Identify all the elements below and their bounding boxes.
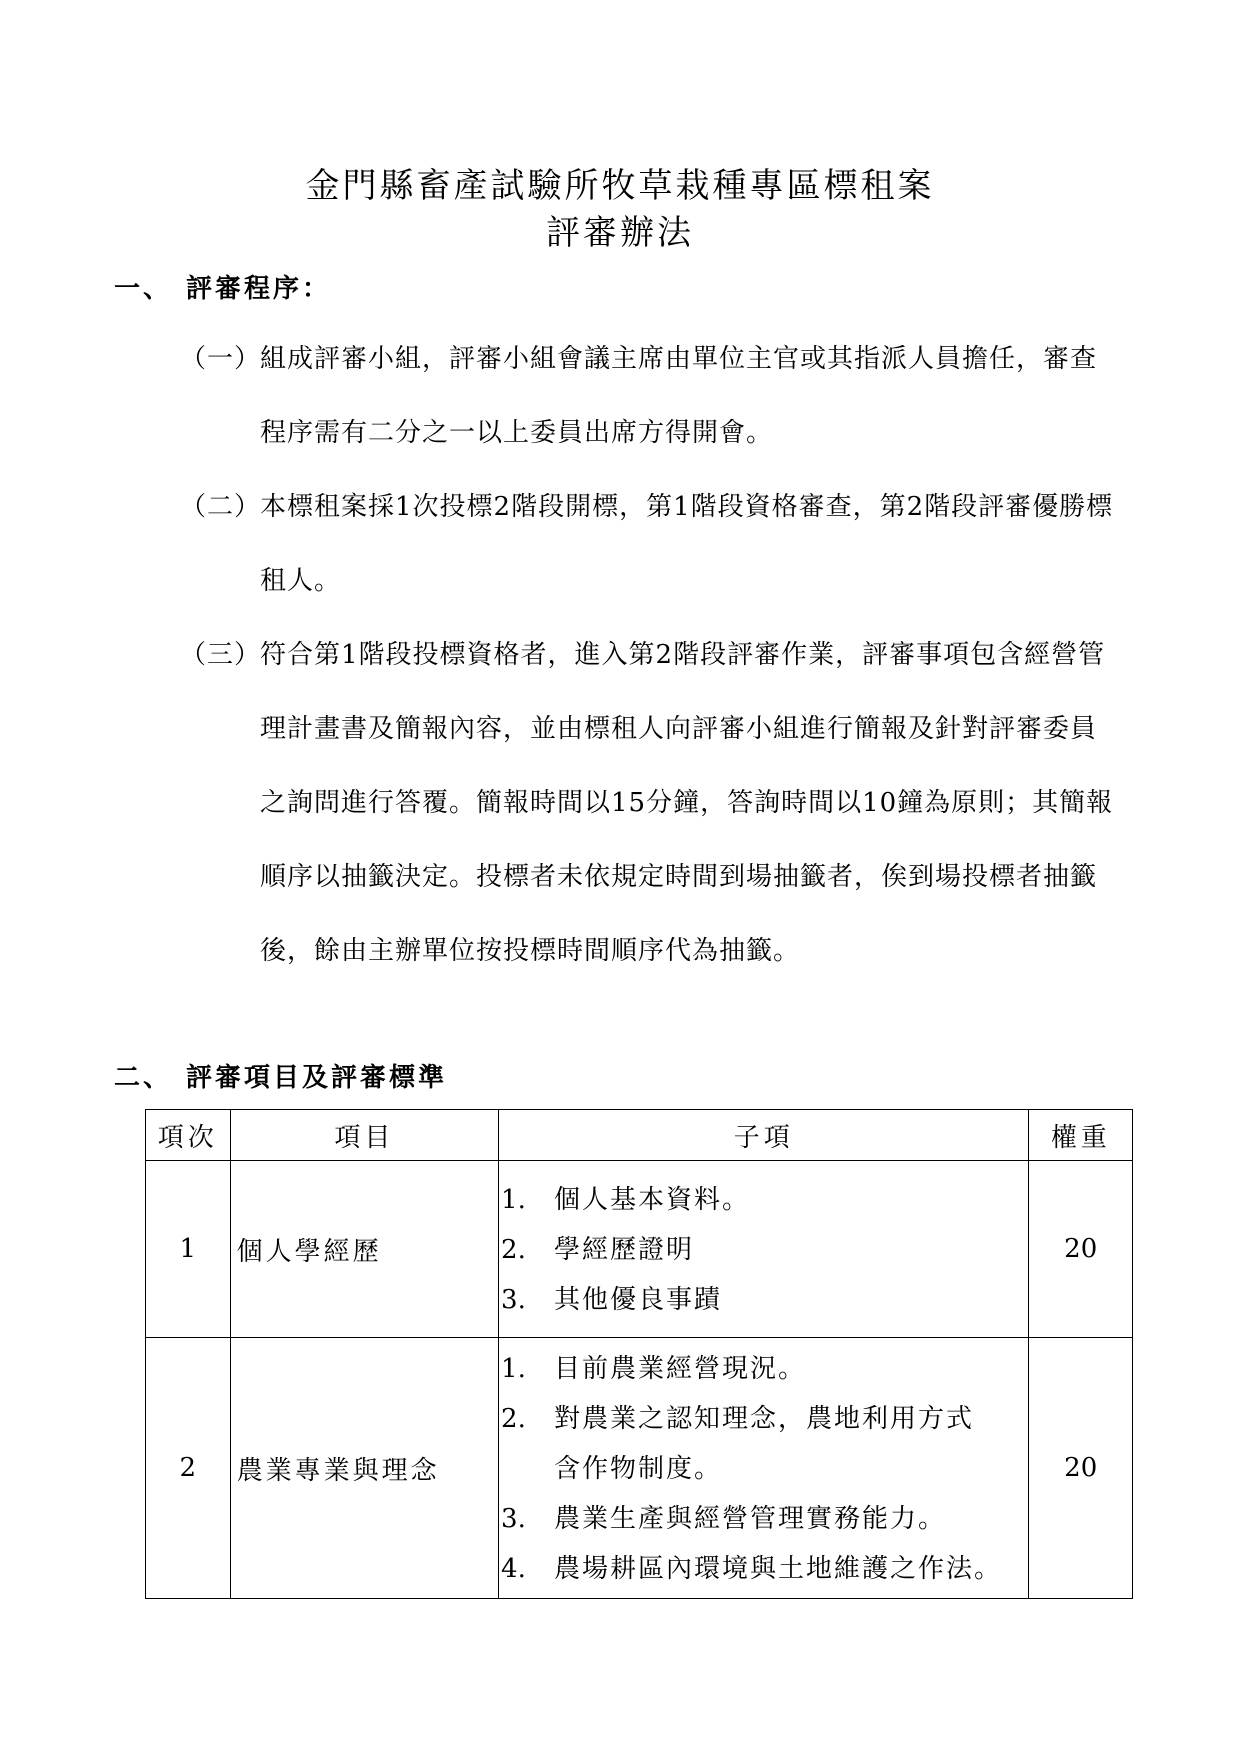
criteria-table [145, 1109, 1133, 1599]
section-number: 一、 [114, 274, 173, 304]
procedure-item [180, 322, 1120, 470]
item-marker: （三） [180, 640, 262, 670]
list-item [499, 1175, 1028, 1225]
row-weight: 20 [1029, 1338, 1133, 1599]
row-subitems [499, 1161, 1029, 1338]
row-subitems [499, 1338, 1029, 1599]
list-number: 3. [501, 1504, 526, 1534]
list-text: 農業生產與經營管理實務能力。 [554, 1504, 947, 1534]
header-subitems: 子項 [499, 1110, 1029, 1161]
row-weight: 20 [1029, 1161, 1133, 1338]
header-item: 項目 [230, 1110, 498, 1161]
list-item [499, 1225, 1028, 1275]
list-text: 農場耕區內環境與土地維護之作法。 [554, 1554, 1003, 1584]
procedure-item [180, 470, 1120, 618]
list-number: 1. [501, 1354, 526, 1384]
item-marker: （一） [180, 344, 262, 374]
table-header-row [146, 1110, 1133, 1161]
document-title: 金門縣畜產試驗所牧草栽種專區標租案 [305, 166, 935, 206]
list-item [499, 1394, 1028, 1494]
list-number: 2. [501, 1404, 526, 1434]
row-item: 個人學經歷 [230, 1161, 498, 1338]
list-number: 3. [501, 1285, 526, 1315]
section-heading-criteria [114, 1057, 447, 1094]
list-number: 2. [501, 1235, 526, 1265]
list-text: 對農業之認知理念，農地利用方式含作物制度。 [554, 1404, 975, 1484]
document-subtitle: 評審辦法 [546, 213, 694, 253]
section-number: 二、 [114, 1063, 173, 1093]
list-number: 4. [501, 1554, 526, 1584]
table-row [146, 1161, 1133, 1338]
item-marker: （二） [180, 492, 262, 522]
item-text: 符合第1階段投標資格者，進入第2階段評審作業，評審事項包含經營管理計畫書及簡報內容，並由標租人向評審小組進行簡報及針對評審委員之詢問進行答覆。簡報時間以15分鐘，答詢時間以10鐘為原則；其簡報順序以抽籤決定。投標者未依規定時間到場抽籤者，俟到場投標者抽籤後，餘由主辦單位按投標時間順序代為抽籤。 [260, 640, 1114, 966]
list-text: 學經歷證明 [554, 1235, 695, 1265]
header-no: 項次 [146, 1110, 231, 1161]
list-item [499, 1494, 1028, 1544]
item-text: 組成評審小組，評審小組會議主席由單位主官或其指派人員擔任，審查程序需有二分之一以上委員出席方得開會。 [260, 344, 1098, 448]
list-item [499, 1544, 1028, 1594]
list-number: 1. [501, 1185, 526, 1215]
table-row [146, 1338, 1133, 1599]
row-item: 農業專業與理念 [230, 1338, 498, 1599]
list-item [499, 1344, 1028, 1394]
row-no: 1 [146, 1161, 231, 1338]
item-text: 本標租案採1次投標2階段開標，第1階段資格審查，第2階段評審優勝標租人。 [260, 492, 1114, 596]
section-title: 評審程序： [186, 274, 332, 304]
header-weight: 權重 [1029, 1110, 1133, 1161]
section-title: 評審項目及評審標準 [186, 1063, 448, 1093]
procedure-item [180, 618, 1120, 988]
list-text: 其他優良事蹟 [554, 1285, 723, 1315]
list-text: 個人基本資料。 [554, 1185, 751, 1215]
row-no: 2 [146, 1338, 231, 1599]
section-heading-procedure [114, 268, 331, 305]
list-text: 目前農業經營現況。 [554, 1354, 807, 1384]
list-item [499, 1275, 1028, 1325]
